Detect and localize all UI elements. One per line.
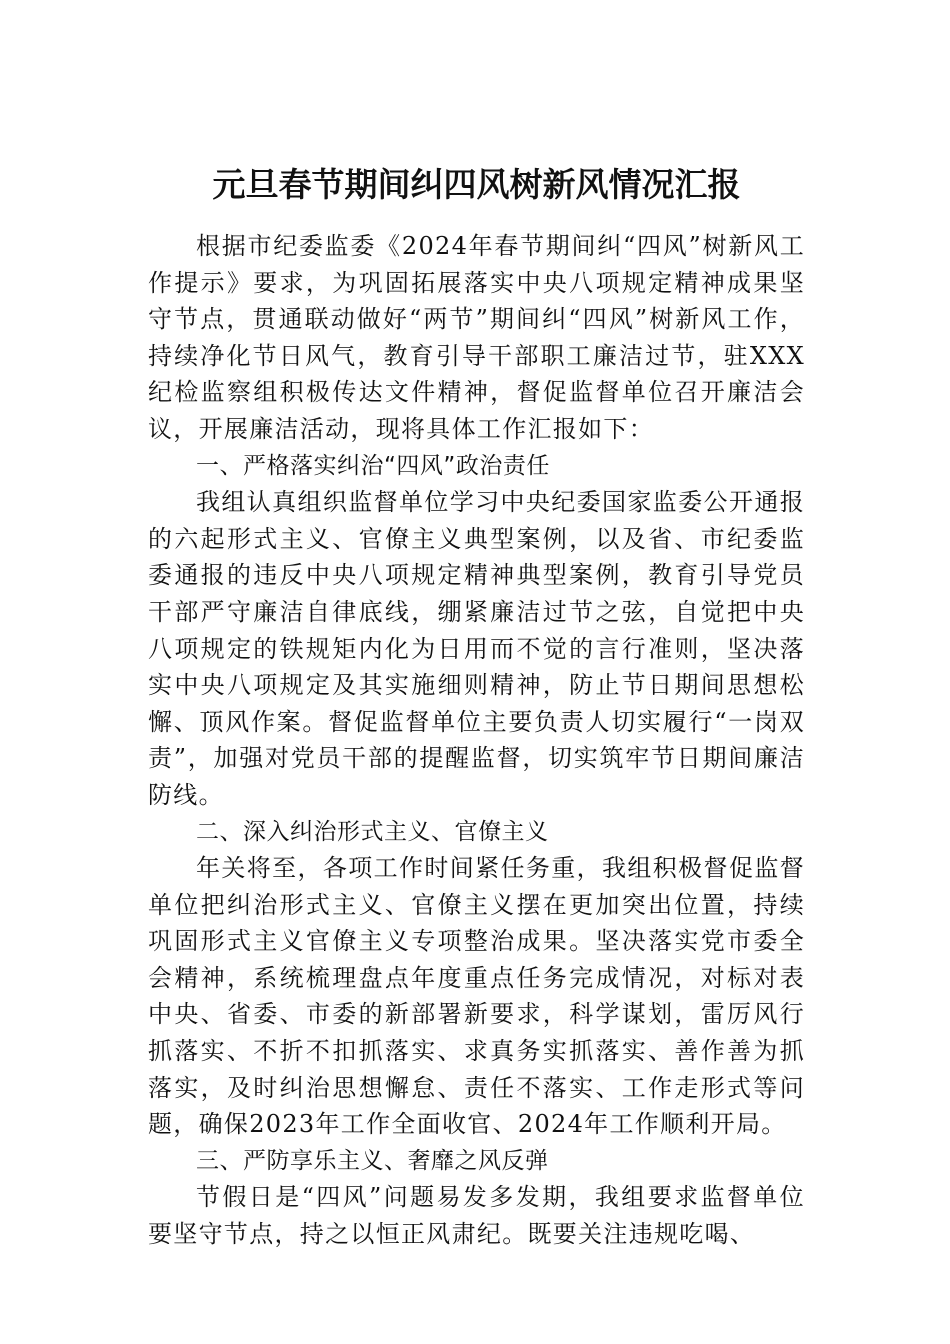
section-1-heading: 一、严格落实纠治“四风”政治责任 (196, 452, 550, 479)
section-3-heading: 三、严防享乐主义、奢靡之风反弹 (196, 1147, 549, 1174)
section-2-paragraph: 年关将至，各项工作时间紧任务重，我组积极督促监督单位把纠治形式主义、官僚主义摆在更加突出位置，持续巩固形式主义官僚主义专项整治成果。坚决落实党市委全会精神，系统梳理盘点年度重点任务完成情况，对标对表中央、省委、市委的新部署新要求，科学谋划，雷厉风行抓落实、不折不扣抓落实、求真务实抓落实、善作善为抓落实，及时纠治思想懈怠、责任不落实、工作走形式等问题，确保2023年工作全面收官、2024年工作顺利开局。 (148, 854, 805, 1139)
section-3-paragraph: 节假日是“四风”问题易发多发期，我组要求监督单位要坚守节点，持之以恒正风肃纪。既要关注违规吃喝、 (148, 1183, 805, 1249)
section-1-paragraph: 我组认真组织监督单位学习中央纪委国家监委公开通报的六起形式主义、官僚主义典型案例，以及省、市纪委监委通报的违反中央八项规定精神典型案例，教育引导党员干部严守廉洁自律底线，绷紧廉洁过节之弦，自觉把中央八项规定的铁规矩内化为日用而不觉的言行准则，坚决落实中央八项规定及其实施细则精神，防止节日期间思想松懈、顶风作案。督促监督单位主要负责人切实履行“一岗双责”，加强对党员干部的提醒监督，切实筑牢节日期间廉洁防线。 (148, 488, 805, 809)
section-2-heading: 二、深入纠治形式主义、官僚主义 (196, 818, 549, 845)
document-title: 元旦春节期间纠四风树新风情况汇报 (212, 165, 741, 204)
document-body (148, 228, 805, 1253)
intro-paragraph: 根据市纪委监委《2024年春节期间纠“四风”树新风工作提示》要求，为巩固拓展落实中央八项规定精神成果坚守节点，贯通联动做好“两节”期间纠“四风”树新风工作，持续净化节日风气，教育引导干部职工廉洁过节，驻XXX纪检监察组积极传达文件精神，督促监督单位召开廉洁会议，开展廉洁活动，现将具体工作汇报如下： (148, 232, 805, 443)
